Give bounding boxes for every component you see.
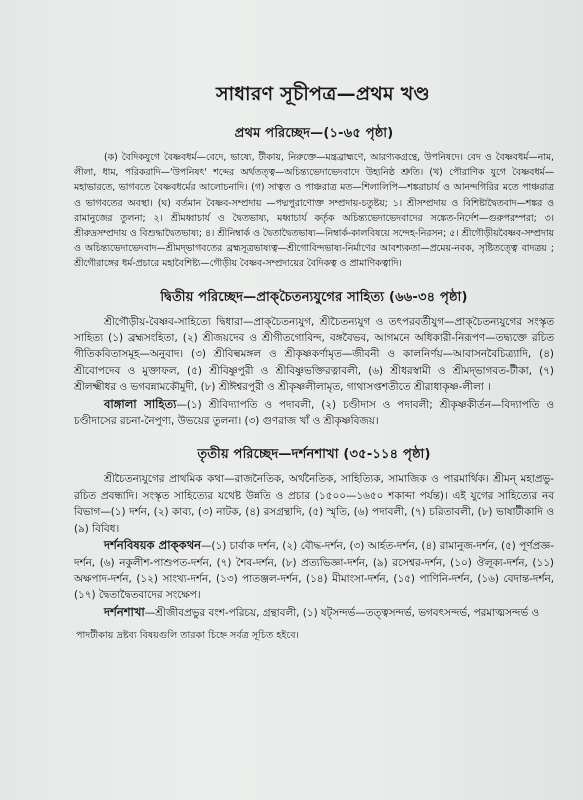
chapter-1-text: (ক) বৈদিকযুগে বৈষ্ণবধর্ম—বেদে, ভাষ্যে, টীকায়, নিরুক্তে—মন্ত্রব্রাহ্মণে, আরণ্যকগ্রন্থে, উপনিষদে। বেদ ও বৈষ্ণবধর্ম—নাম, লীলা, ধাম, পরিকরাদি—'উপনিষৎ' শব্দের অর্থতত্ত্ব—অচিন্ত্যভেদাভেদবাদে উহ্যনিষ্ঠ শ্রুতি। (খ) পৌরাণিক যুগে বৈষ্ণবধর্ম—মহাভারতে, ভাগবতে বৈষ্ণবধর্মের আলোচনাদি। (গ) সাত্বত ও পাঞ্চরাত্র মত—শিলালিপি—শঙ্করাচার্য ও আনন্দগিরির মতে পাঞ্চরাত্র ও ভাগবতের অবস্থা। (ঘ) বর্তমান বৈষ্ণব-সম্প্রদায় —পদ্মপুরাণোক্ত সম্প্রদায়-চতুষ্টয়; ১। শ্রীসম্প্রদায় ও বিশিষ্টাদ্বৈতবাদ—শঙ্কর ও রামানুজের তুলনা; ২। শ্রীমধ্বাচার্য ও দ্বৈতভাষ্য, মধ্বাচার্য কর্তৃক অচিন্ত্যভেদাভেদবাদের সঙ্কেত-নির্দেশ—গুরুপরম্পরা; ৩। শ্রীরুদ্রসম্প্রদায় ও বিশুদ্ধাদ্বৈতভাষ্য; ৪। শ্রীনিম্বার্ক ও দ্বৈতাদ্বৈতভাষ্য—নিম্বার্ক-কালবিষয়ে সন্দেহ-নিরসন; ৫। শ্রীগৌড়ীয়বৈষ্ণব-সম্প্রদায় ও অচিন্ত্যভেদাভেদবাদ—শ্রীমদ্‌ভাগবতের ব্রহ্মসূত্রভাষ্যত্ব—শ্রীগোবিন্দভাষ্য-নির্মাণের আবশ্যকতা—প্রমেয়-নবক, সৃষ্টিতত্ত্বে বাদত্রয় ; শ্রীগৌরাঙ্গের ধর্ম-প্রচারে মহাবৈশিষ্ট্য—গৌড়ীয় বৈষ্ণব-সম্প্রদায়ের বৈদিকত্ব ও প্রামাণিকত্বাদি। <box>74 152 554 270</box>
chapter-3-text: শ্রীচৈতন্যযুগের প্রাথমিক কথা—রাজনৈতিক, অর্থনৈতিক, সাহিত্যিক, সামাজিক ও পারমার্থিক। শ্রীমন্‌ মহাপ্রভু-রচিত প্রবন্ধাদি। সংস্কৃত সাহিত্যের যথেষ্ট উন্নতি ও প্রচার (১৫০০—১৬৫০ শকাব্দা পর্যন্ত)। এই যুগের সাহিত্যের নব বিভাগ—(১) দর্শন, (২) কাব্য, (৩) নাটক, (৪) রসগ্রন্থাদি, (৫) স্মৃতি, (৬) পদাবলী, (৭) চরিতাবলী, (৮) ভাষাটীকাদি ও (৯) বিবিধ। <box>74 473 554 535</box>
chapter-2-bengali-literature <box>74 396 554 430</box>
chapter-3-philosophy-branch <box>74 604 554 621</box>
philosophy-branch-text: —শ্রীজীবপ্রভুর বংশ-পরিচয়, গ্রন্থাবলী, (১) ষট্‌সন্দর্ভ—তত্ত্বসন্দর্ভ, ভগবৎসন্দর্ভ, পরমাত্মসন্দর্ভ ও <box>144 606 540 619</box>
chapter-3-heading: তৃতীয় পরিচ্ছেদ—দর্শনশাখা (৩৫-১১৪ পৃষ্ঠা) <box>197 447 431 463</box>
philosophy-prelude-label: দর্শনবিষয়ক প্রাক্‌কথন <box>104 538 202 553</box>
chapter-2-heading: দ্বিতীয় পরিচ্ছেদ—প্রাক্‌চৈতন্যযুগের সাহিত্য (৬৬-৩৪ পৃষ্ঠা) <box>160 289 468 305</box>
page-title: সাধারণ সূচীপত্র—প্রথম খণ্ড <box>216 83 430 105</box>
philosophy-prelude-text: —(১) চার্বাক দর্শন, (২) বৌদ্ধ-দর্শন, (৩) আর্হত-দর্শন, (৪) রামানুজ-দর্শন, (৫) পূর্ণপ্রজ্ঞ-দর্শন, (৬) নকুলীশ-পাশুপত-দর্শন, (৭) শৈব-দর্শন, (৮) প্রত্যভিজ্ঞা-দর্শন, (৯) রসেশ্বর-দর্শন, (১০) ঔলূক্য-দর্শন, (১১) অক্ষপাদ-দর্শন, (১২) সাংখ্য-দর্শন, (১৩) পাতঞ্জল-দর্শন, (১৪) মীমাংসা-দর্শন, (১৫) পাণিনি-দর্শন, (১৬) বেদান্ত-দর্শন, (১৭) দ্বৈতাদ্বৈতবাদের সংক্ষেপ। <box>74 540 555 602</box>
index-content <box>74 80 554 644</box>
footnote-note: পাদটীকায় দ্রষ্টব্য বিষয়গুলি তারকা চিহ্নে সর্বত্র সূচিত হইবে। <box>76 630 299 642</box>
bengali-literature-text: —(১) শ্রীবিদ্যাপতি ও পদাবলী, (২) চণ্ডীদাস ও পদাবলী; শ্রীকৃষ্ণকীর্তন—বিদ্যাপতি ও চণ্ডীদাসের রচনা-নৈপুণ্য, উভয়ের তুলনা। (৩) গুণরাজ খাঁ ও শ্রীকৃষ্ণবিজয়। <box>74 398 554 428</box>
bengali-literature-label: বাঙ্গালা সাহিত্য <box>104 396 177 411</box>
chapter-2-text: শ্রীগৌড়ীয়-বৈষ্ণব-সাহিত্যে দ্বিধারা—প্রাক্‌চৈতন্যযুগ, শ্রীচৈতন্যযুগ ও তৎপরবর্তীযুগ—প্রাক্‌চৈতন্যযুগের সংস্কৃত সাহিত্য (১) ব্রহ্মসংহিতা, (২) শ্রীজয়দেব ও শ্রীগীতগোবিন্দ, বঙ্গবৈভব, আগমনে অধিকারী-নিরূপণ—তদ্ব্যক্তে রচিত গীতিকবিতাসমূহ—অনুবাদ। (৩) শ্রীবিল্বমঙ্গল ও শ্রীকৃষ্ণকর্ণামৃত—জীবনী ও কালনির্ণয়—আবাসনবৈচিত্র্যাদি, (৪) শ্রীবোপদেব ও মুক্তাফল, (৫) শ্রীবিষ্ণুপুরী ও শ্রীবিষ্ণুভক্তিরত্নাবলী, (৬) শ্রীধরস্বামী ও শ্রীমদ্‌ভাগবত-টীকা, (৭) শ্রীলক্ষ্মীধর ও ভগবন্নামকৌমুদী, (৮) শ্রীঈশ্বরপুরী ও শ্রীকৃষ্ণলীলামৃত, গাথাসপ্তশতীতে শ্রীরাধাকৃষ্ণ-লীলা । <box>74 315 554 394</box>
chapter-3-philosophy-prelude <box>74 537 554 604</box>
philosophy-branch-label: দর্শনশাখা <box>104 604 145 619</box>
chapter-1-heading: প্রথম পরিচ্ছেদ—(১-৬৫ পৃষ্ঠা) <box>234 126 394 141</box>
